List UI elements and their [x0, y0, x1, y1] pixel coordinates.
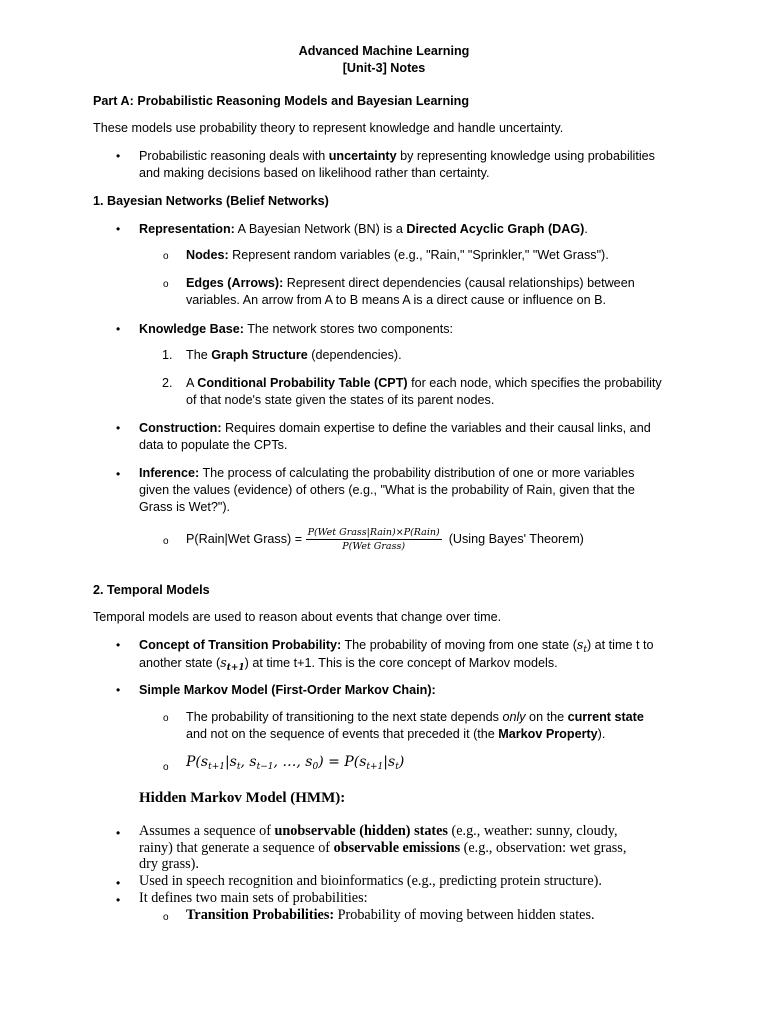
eq-subscript: t−1: [256, 762, 274, 772]
text: .: [584, 222, 588, 236]
bullet-glyph: •: [116, 826, 121, 840]
bold-text: uncertainty: [328, 149, 397, 163]
part-a-intro: These models use probability theory to represent knowledge and handle uncertainty.: [93, 121, 564, 135]
text: ) at time t+1. This is the core concept of Markov models.: [244, 656, 558, 670]
bullet-glyph: •: [116, 322, 121, 336]
construction-bullet-line2: data to populate the CPTs.: [139, 438, 288, 452]
text: (e.g., observation: wet grass,: [460, 840, 627, 856]
transition-bullet-line1: [139, 636, 653, 654]
text: Assumes a sequence of: [139, 823, 275, 839]
temporal-intro: Temporal models are used to reason about events that change over time.: [93, 610, 502, 624]
eq-subscript: t+1: [366, 762, 384, 772]
cpt-item-line2: of that node's state given the states of its parent nodes.: [186, 393, 495, 407]
bullet-glyph: •: [116, 683, 121, 697]
circle-bullet-glyph: o: [163, 713, 169, 724]
inference-bullet-line1: [139, 465, 634, 482]
bayes-formula: [186, 524, 584, 554]
eq-part: , …, s: [273, 754, 313, 770]
bullet-glyph: •: [116, 638, 121, 652]
text: Probabilistic reasoning deals with: [139, 149, 329, 163]
bold-text: unobservable (hidden) states: [274, 823, 448, 839]
text: Represent direct dependencies (causal relationships) between: [283, 276, 635, 290]
hmm-bullet1-line2: [139, 840, 626, 857]
eq-part: |s: [383, 754, 396, 770]
eq-subscript: t: [395, 762, 399, 772]
text: ).: [597, 727, 606, 741]
eq-subscript: t+1: [208, 762, 225, 772]
text: The process of calculating the probability distribution of one or more variables: [199, 466, 635, 480]
hmm-bullet3: It defines two main sets of probabilities:: [139, 890, 368, 906]
circle-bullet-glyph: o: [163, 536, 169, 547]
text: rainy) that generate a sequence of: [139, 840, 334, 856]
hmm-heading: Hidden Markov Model (HMM):: [139, 790, 346, 806]
text: Probability of moving between hidden states.: [334, 907, 595, 923]
text: The probability of transitioning to the next state depends: [186, 710, 503, 724]
hmm-bullet1-line1: [139, 823, 618, 840]
label: Inference:: [139, 466, 200, 480]
circle-bullet-glyph: o: [163, 279, 169, 290]
bold-text: Markov Property: [498, 727, 598, 741]
text: The probability of moving from one state (: [341, 638, 577, 652]
text: by representing knowledge using probabilities: [396, 149, 655, 163]
bullet-glyph: •: [116, 421, 121, 435]
hmm-bullet2: Used in speech recognition and bioinformatics (e.g., predicting protein structure).: [139, 873, 602, 889]
text: another state (: [139, 656, 221, 670]
bold-text: current state: [567, 710, 644, 724]
construction-bullet-line1: [139, 420, 651, 437]
eq-subscript: 0: [312, 762, 319, 772]
bayesian-networks-heading: 1. Bayesian Networks (Belief Networks): [93, 194, 329, 208]
uncertainty-bullet-line1: [139, 148, 655, 165]
eq-part: , s: [240, 754, 257, 770]
label: Edges (Arrows):: [186, 276, 284, 290]
hmm-bullet1-line3: dry grass).: [139, 856, 199, 872]
bullet-glyph: •: [116, 149, 121, 163]
eq-part: |s: [224, 754, 237, 770]
eq-part: ): [398, 754, 405, 770]
formula-fraction: [306, 527, 442, 552]
text: The: [186, 348, 212, 362]
bold-text: observable emissions: [333, 840, 461, 856]
markov-property-line2: [186, 726, 605, 743]
knowledge-base-bullet: [139, 321, 453, 338]
cpt-item-line1: [186, 375, 662, 392]
representation-bullet: [139, 221, 588, 238]
text: Requires domain expertise to define the variables and their causal links, and: [221, 421, 651, 435]
edges-subitem-line2: variables. An arrow from A to B means A is a direct cause or influence on B.: [186, 293, 607, 307]
text: and not on the sequence of events that preceded it (the: [186, 727, 499, 741]
text: (dependencies).: [307, 348, 402, 362]
markov-equation: [186, 754, 404, 771]
inference-bullet-line3: Grass is Wet?").: [139, 500, 231, 514]
temporal-models-heading: 2. Temporal Models: [93, 583, 210, 597]
bullet-glyph: •: [116, 467, 121, 481]
bold-text: Directed Acyclic Graph (DAG): [406, 222, 585, 236]
transition-bullet-line2: [139, 654, 558, 672]
document-title: Advanced Machine Learning: [298, 44, 470, 58]
formula-lhs: P(Rain|Wet Grass) =: [186, 532, 306, 546]
list-number: 2.: [162, 376, 173, 390]
bold-text: Graph Structure: [211, 348, 308, 362]
math-symbol: s: [576, 637, 584, 652]
formula-denominator: P(Wet Grass): [342, 541, 406, 553]
uncertainty-bullet-line2: and making decisions based on likelihood rather than certainty.: [139, 166, 490, 180]
circle-bullet-glyph: o: [163, 912, 169, 923]
nodes-subitem: [186, 247, 609, 264]
document-subtitle: [Unit-3] Notes: [342, 61, 426, 75]
bullet-glyph: •: [116, 222, 121, 236]
text: on the: [525, 710, 568, 724]
bullet-glyph: •: [116, 876, 121, 890]
italic-text: only: [502, 710, 526, 724]
math-symbol: s: [220, 655, 227, 670]
inference-bullet-line2: given the values (evidence) of others (e.g., "What is the probability of Rain, given that the: [139, 483, 635, 497]
bold-text: Conditional Probability Table (CPT): [197, 376, 408, 390]
text: for each node, which specifies the probability: [407, 376, 662, 390]
label: Concept of Transition Probability:: [139, 638, 342, 652]
graph-structure-item: [186, 347, 402, 364]
eq-part: P(s: [186, 754, 209, 770]
part-a-heading: Part A: Probabilistic Reasoning Models and Bayesian Learning: [93, 94, 470, 108]
math-subscript: t+1: [226, 663, 245, 673]
label: Transition Probabilities:: [186, 907, 335, 923]
label: Construction:: [139, 421, 222, 435]
text: ) at time t to: [586, 638, 654, 652]
text: A: [186, 376, 198, 390]
label: Representation:: [139, 222, 235, 236]
text: Represent random variables (e.g., "Rain," "Sprinkler," "Wet Grass").: [228, 248, 609, 262]
formula-numerator: P(Wet Grass|Rain)×P(Rain): [307, 527, 440, 539]
circle-bullet-glyph: o: [163, 251, 169, 262]
text: A Bayesian Network (BN) is a: [234, 222, 407, 236]
markov-model-bullet: Simple Markov Model (First-Order Markov Chain):: [139, 683, 436, 697]
eq-part: ) = P(s: [318, 754, 367, 770]
label: Knowledge Base:: [139, 322, 244, 336]
math-subscript: t: [583, 645, 587, 655]
transition-probabilities-subitem: [186, 907, 595, 924]
formula-note: (Using Bayes' Theorem): [448, 532, 584, 546]
list-number: 1.: [162, 348, 173, 362]
text: The network stores two components:: [243, 322, 454, 336]
bullet-glyph: •: [116, 893, 121, 907]
markov-property-line1: [186, 709, 644, 726]
label: Nodes:: [186, 248, 229, 262]
text: (e.g., weather: sunny, cloudy,: [447, 823, 618, 839]
edges-subitem-line1: [186, 275, 635, 292]
eq-subscript: t: [236, 762, 241, 772]
circle-bullet-glyph: o: [163, 762, 169, 773]
